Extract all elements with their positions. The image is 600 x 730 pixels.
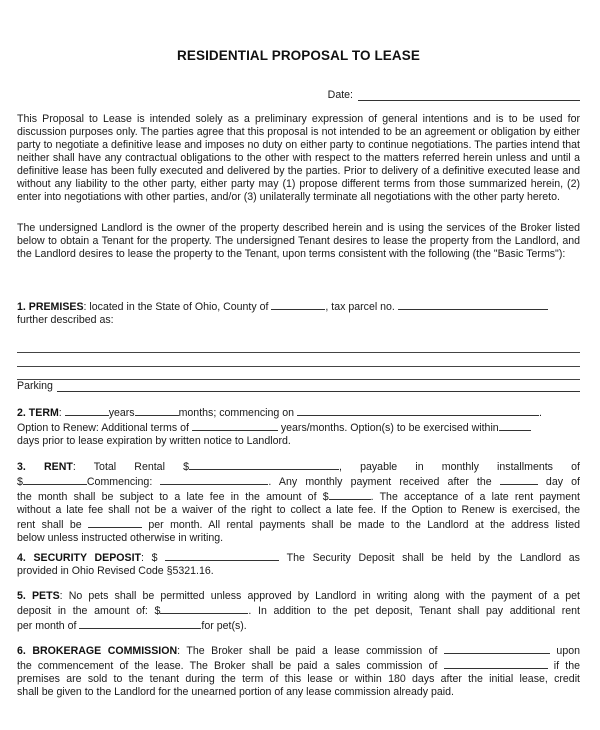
rent-text: . The acceptance of a late rent payment [370,491,580,503]
term-months-field[interactable] [135,405,179,416]
rent-text: Commencing: [86,476,161,488]
rent-text: below unless instructed otherwise in writing. [17,532,224,544]
renew-terms-field[interactable] [192,420,278,431]
rent-text: , payable in monthly installments of [338,461,580,473]
security-text: provided in Ohio Revised Code §5321.16. [17,565,214,577]
premises-heading: 1. PREMISES [17,301,84,313]
rent-commencing-field[interactable] [160,474,268,485]
rent-text: $ [17,476,23,488]
rent-text: without a late fee shall not be a waiver of the right to collect a late fee. If the Option to Renew is exercised, the [17,504,580,516]
rent-heading: 3. RENT [17,461,73,473]
brokerage-text: : The Broker shall be paid a lease commission of [177,645,444,657]
pets-text: deposit in the amount of: $ [17,605,161,617]
total-rental-field[interactable] [189,459,339,470]
rent-text: the month shall be subject to a late fee in the amount of $ [17,491,329,503]
section-rent [17,459,580,545]
monthly-installment-field[interactable] [23,474,87,485]
lease-commission-field[interactable] [444,643,550,654]
premises-text: : located in the State of Ohio, County of [83,301,272,313]
pets-text: for pet(s). [201,620,247,632]
renewal-rent-field[interactable] [88,517,142,528]
term-years-field[interactable] [65,405,109,416]
tax-parcel-field[interactable] [398,299,548,310]
renew-text: years/months. Option(s) to be exercised within [277,422,499,434]
pet-rent-field[interactable] [79,618,201,629]
brokerage-text: premises are sold to the tenant during the term of this lease or within 180 days after the initial lease, credit [17,673,580,685]
late-fee-field[interactable] [329,489,371,500]
premises-text: , tax parcel no. [325,301,398,313]
brokerage-heading: 6. BROKERAGE COMMISSION [17,645,178,657]
renew-text: days prior to lease expiration by written notice to Landlord. [17,435,291,447]
late-day-field[interactable] [500,474,538,485]
term-months-label: months; commencing on [178,407,297,419]
term-heading: 2. TERM [17,407,59,419]
date-label: Date: [327,89,353,101]
description-line-2[interactable] [17,366,580,367]
date-field[interactable] [358,89,580,101]
term-period: . [538,407,542,419]
parking-field[interactable] [57,380,580,392]
parking-row [17,380,580,392]
rent-text: per month. All rental payments shall be made to the Landlord at the address listed [142,519,581,531]
pets-text: : No pets shall be permitted unless approved by Landlord in writing along with the payment of a pet [59,590,580,602]
date-row [328,89,580,101]
brokerage-text: shall be given to the Landlord for the unearned portion of any lease commission already paid. [17,686,454,698]
parking-label: Parking [17,380,53,392]
security-deposit-field[interactable] [165,550,279,561]
section-brokerage [17,643,580,699]
landlord-paragraph: The undersigned Landlord is the owner of the property described herein and is using the services of the Broker listed below to obtain a Tenant for the property. The undersigned Tenant desires to lease the property from the Landlord, and the Landlord desires to lease the property to the Tenant, upon terms consistent with the following (the "Basic Terms"): [17,222,580,260]
brokerage-text: the commencement of the lease. The Broker shall be paid a sales commission of [17,660,444,672]
security-deposit-heading: 4. SECURITY DEPOSIT [17,552,142,564]
section-premises [17,299,580,327]
security-text: : $ [141,552,166,564]
term-years-label: years [108,407,135,419]
section-term [17,405,580,448]
pets-text: . In addition to the pet deposit, Tenant shall pay additional rent [248,605,581,617]
rent-text: . Any monthly payment received after the [268,476,500,488]
rent-text: day of [537,476,580,488]
premises-description-label: further described as: [17,314,114,326]
section-pets [17,590,580,633]
renew-text: Option to Renew: Additional terms of [17,422,192,434]
sales-commission-field[interactable] [444,658,548,669]
renew-days-field[interactable] [499,420,531,431]
description-line-1[interactable] [17,352,580,353]
document-title: RESIDENTIAL PROPOSAL TO LEASE [177,48,420,63]
rent-text: rent shall be [17,519,88,531]
brokerage-text: if the [547,660,580,672]
brokerage-text: upon [549,645,581,657]
intro-paragraph: This Proposal to Lease is intended solely as a preliminary expression of general intentions and is to be used for discussion purposes only. The parties agree that this proposal is not intended to be an agreement or obligation by either party to negotiate a definitive lease and imposes no duty on either party to continue negotiations. The parties intend that neither shall have any contractual obligations to the other with respect to the matters referred herein unless and until a definitive lease has been fully executed and delivered by the parties. Prior to delivery of a definitive executed lease and without any liability to the other party, either party may (1) propose different terms from those summarized herein, (2) enter into negotiations with other parties, and/or (3) unilaterally terminate all negotiations with the other party hereto. [17,113,580,203]
section-security-deposit [17,550,580,578]
commencing-date-field[interactable] [297,405,539,416]
security-text: The Security Deposit shall be held by the Landlord as [279,552,580,564]
pets-text: per month of [17,620,80,632]
county-field[interactable] [271,299,325,310]
pets-heading: 5. PETS [17,590,60,602]
term-text: : [58,407,65,419]
pet-deposit-field[interactable] [160,603,248,614]
rent-text: : Total Rental $ [72,461,189,473]
